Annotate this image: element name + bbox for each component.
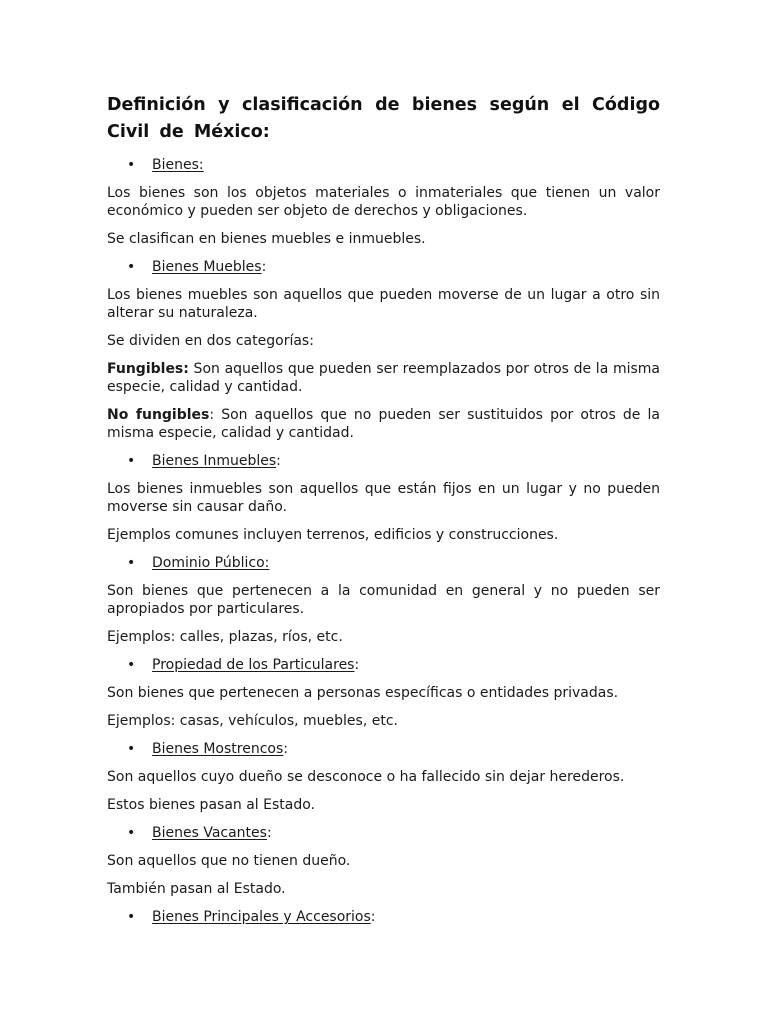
bullet-heading [107,824,660,842]
paragraph [107,880,660,898]
bullet-heading-label: Bienes Muebles [152,259,262,275]
paragraph-text: Se dividen en dos categorías: [107,333,314,349]
bullet-dot-icon: • [127,741,136,757]
bullet-dot-icon: • [127,657,136,673]
bullet-heading-suffix: : [266,825,272,841]
paragraph-text: Los bienes muebles son aquellos que pueden moverse de un lugar a otro sin alterar su naturaleza. [107,287,660,321]
paragraph-text: Se clasifican en bienes muebles e inmuebles. [107,231,426,247]
paragraph [107,332,660,350]
paragraph-text: Los bienes son los objetos materiales o inmateriales que tienen un valor económico y pueden ser objeto de derechos y obligaciones. [107,185,660,219]
paragraph [107,230,660,248]
paragraph [107,526,660,544]
paragraph-text: Son aquellos cuyo dueño se desconoce o ha fallecido sin dejar herederos. [107,769,625,785]
bullet-dot-icon: • [127,259,136,275]
bullet-dot-icon: • [127,825,136,841]
paragraph-text: : Son aquellos que no pueden ser sustituidos por otros de la misma especie, calidad y cantidad. [107,407,661,441]
bullet-heading [107,656,660,674]
document-body [107,156,660,926]
bullet-heading-label: Bienes Vacantes [152,825,267,841]
paragraph [107,286,660,322]
bullet-heading [107,554,660,572]
paragraph [107,406,660,442]
bullet-heading-label: Propiedad de los Particulares [152,657,355,673]
paragraph [107,768,660,786]
paragraph [107,628,660,646]
bullet-heading-label: Dominio Público: [152,555,270,571]
bullet-heading-label: Bienes: [152,157,204,173]
paragraph-text: Son bienes que pertenecen a personas específicas o entidades privadas. [107,685,619,701]
bullet-heading-suffix: : [261,259,267,275]
paragraph-text: Ejemplos: casas, vehículos, muebles, etc. [107,713,398,729]
bullet-heading [107,258,660,276]
bullet-dot-icon: • [127,909,136,925]
bullet-heading-suffix: : [370,909,376,925]
paragraph-text: También pasan al Estado. [107,881,286,897]
document-title: Definición y clasificación de bienes según el Código Civil de México: [107,95,660,142]
paragraph [107,684,660,702]
paragraph [107,480,660,516]
bullet-heading-label: Bienes Principales y Accesorios [152,909,371,925]
bullet-dot-icon: • [127,157,136,173]
bullet-dot-icon: • [127,555,136,571]
paragraph-text: Ejemplos: calles, plazas, ríos, etc. [107,629,343,645]
paragraph [107,582,660,618]
bullet-heading [107,740,660,758]
paragraph-term: No fungibles [107,407,210,423]
paragraph [107,712,660,730]
bullet-heading-suffix: : [354,657,360,673]
paragraph-text: Son bienes que pertenecen a la comunidad en general y no pueden ser apropiados por particulares. [107,583,660,617]
bullet-heading [107,452,660,470]
bullet-heading [107,908,660,926]
paragraph [107,360,660,396]
paragraph-term: Fungibles: [107,361,189,377]
bullet-heading-label: Bienes Mostrencos [152,741,284,757]
paragraph-text: Ejemplos comunes incluyen terrenos, edificios y construcciones. [107,527,559,543]
document-page [107,92,660,936]
paragraph [107,184,660,220]
paragraph-text: Los bienes inmuebles son aquellos que están fijos en un lugar y no pueden moverse sin causar daño. [107,481,660,515]
paragraph-text: Estos bienes pasan al Estado. [107,797,316,813]
paragraph-text: Son aquellos que pueden ser reemplazados por otros de la misma especie, calidad y cantidad. [107,361,660,395]
bullet-heading-label: Bienes Inmuebles [152,453,277,469]
bullet-heading [107,156,660,174]
bullet-heading-suffix: : [276,453,281,469]
bullet-heading-suffix: : [283,741,288,757]
paragraph [107,796,660,814]
paragraph [107,852,660,870]
paragraph-text: Son aquellos que no tienen dueño. [107,853,351,869]
bullet-dot-icon: • [127,453,136,469]
